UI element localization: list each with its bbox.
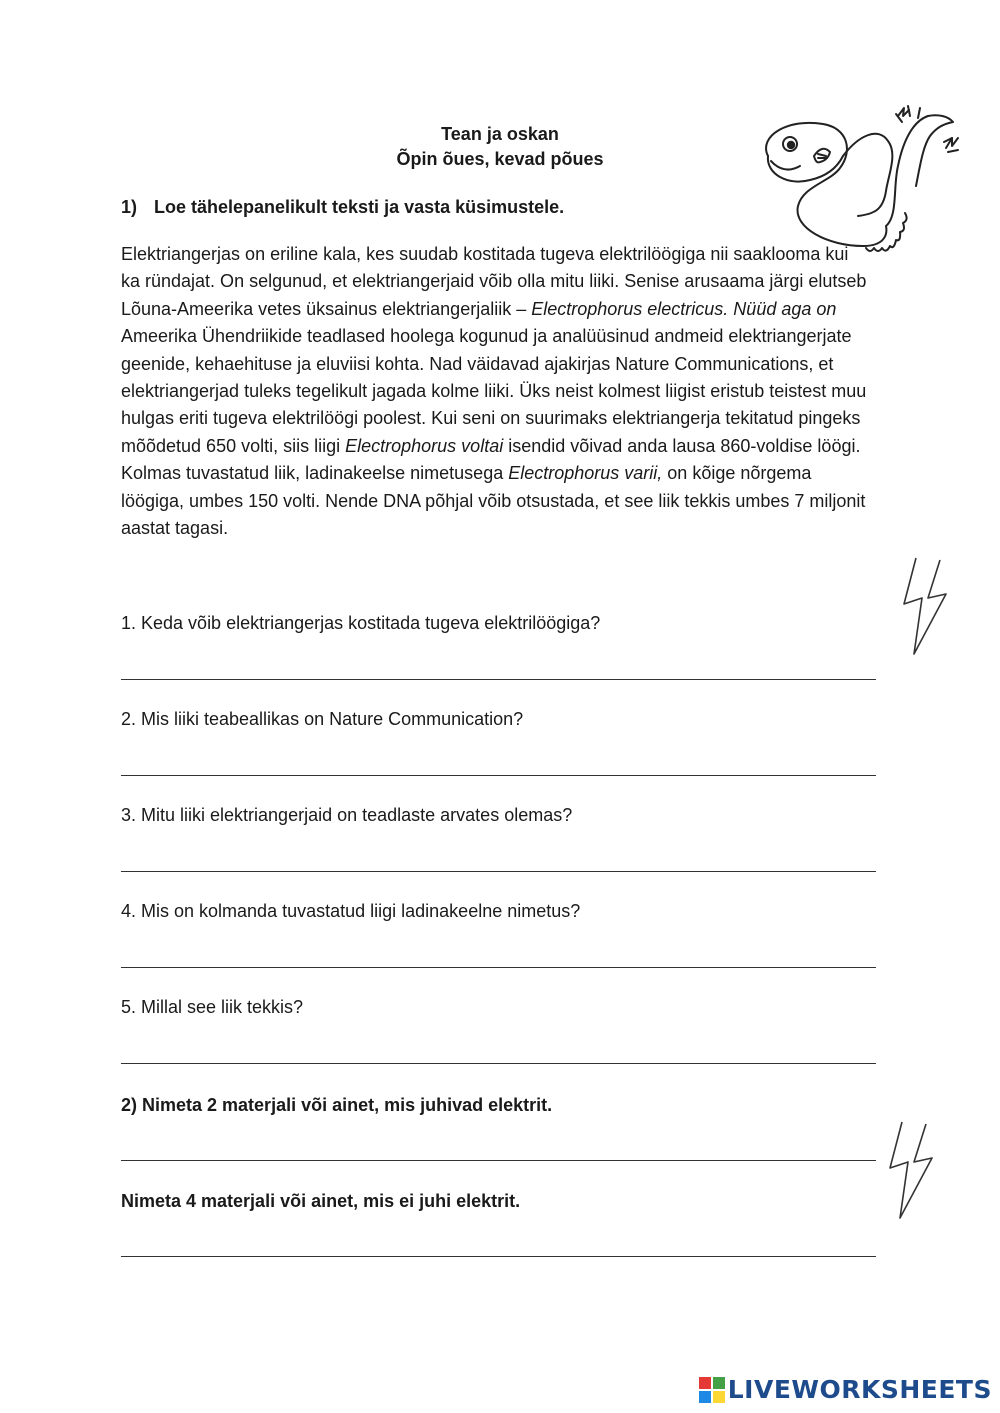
question-2: 2. Mis liiki teabeallikas on Nature Communication?	[121, 709, 524, 729]
task1-heading	[121, 197, 564, 218]
passage-italic-2: Electrophorus voltai	[345, 435, 504, 456]
liveworksheets-brand[interactable]: LIVEWORKSHEETS	[727, 1375, 992, 1404]
question-5: 5. Millal see liik tekkis?	[121, 997, 304, 1017]
liveworksheets-footer	[699, 1375, 992, 1404]
task1-heading-text: Loe tähelepanelikult teksti ja vasta küsimustele.	[154, 197, 565, 217]
task1-number: 1)	[121, 197, 138, 217]
passage-text-4: on kõige nõrgema löögiga, umbes 150 volti. Nende DNA põhjal võib otsustada, et see liik tekkis umbes 7 miljonit aastat tagasi.	[121, 463, 866, 539]
question-4: 4. Mis on kolmanda tuvastatud liigi ladinakeelne nimetus?	[121, 901, 581, 921]
worksheet-title: Tean ja oskan	[441, 124, 559, 144]
lightning-bolt-icon	[888, 1120, 936, 1222]
answer-line-7[interactable]	[121, 1256, 876, 1257]
lightning-bolt-icon	[902, 556, 950, 658]
liveworksheets-logo-icon	[699, 1377, 725, 1403]
reading-passage	[121, 241, 871, 542]
answer-line-5[interactable]	[121, 1063, 876, 1064]
passage-italic-3: Electrophorus varii,	[508, 463, 663, 484]
answer-line-1[interactable]	[121, 679, 876, 680]
answer-line-4[interactable]	[121, 967, 876, 968]
task2-subheading: Nimeta 4 materjali või ainet, mis ei juhi elektrit.	[121, 1191, 521, 1211]
question-1: 1. Keda võib elektriangerjas kostitada tugeva elektrilöögiga?	[121, 613, 601, 633]
passage-italic-1: Electrophorus electricus. Nüüd aga on	[531, 298, 837, 319]
worksheet-subtitle: Õpin õues, kevad põues	[396, 149, 604, 169]
passage-text-1: Elektriangerjas on eriline kala, kes suudab kostitada tugeva elektrilöögiga nii saaklooma kui ka ründajat. On selgunud, et elektriangerjaid võib olla mitu liiki. Senise arusaama järgi elutseb Lõuna-Ameerika vetes üksainus elektriangerjaliik –	[121, 244, 867, 319]
passage-text-3: isendid võivad anda lausa 860-voldise löögi. Kolmas tuvastatud liik, ladinakeelse nimetusega	[121, 435, 861, 484]
answer-line-3[interactable]	[121, 871, 876, 872]
answer-line-6[interactable]	[121, 1160, 876, 1161]
answer-line-2[interactable]	[121, 775, 876, 776]
passage-text-2: Ameerika Ühendriikide teadlased hoolega kogunud ja analüüsinud andmeid elektriangerjate geenide, kehaehituse ja eluviisi kohta. Nad väidavad ajakirjas Nature Communications, et elektriangerjad tuleks tegelikult jagada kolme liiki. Üks neist kolmest liigist eristub teistest muu hulgas eriti tugeva elektrilöögi poolest. Kui seni on suurimaks elektriangerja tekitatud pingeks mõõdetud 650 volti, siis liigi	[121, 326, 867, 456]
question-3: 3. Mitu liiki elektriangerjaid on teadlaste arvates olemas?	[121, 805, 573, 825]
task2-heading: 2) Nimeta 2 materjali või ainet, mis juhivad elektrit.	[121, 1095, 553, 1115]
